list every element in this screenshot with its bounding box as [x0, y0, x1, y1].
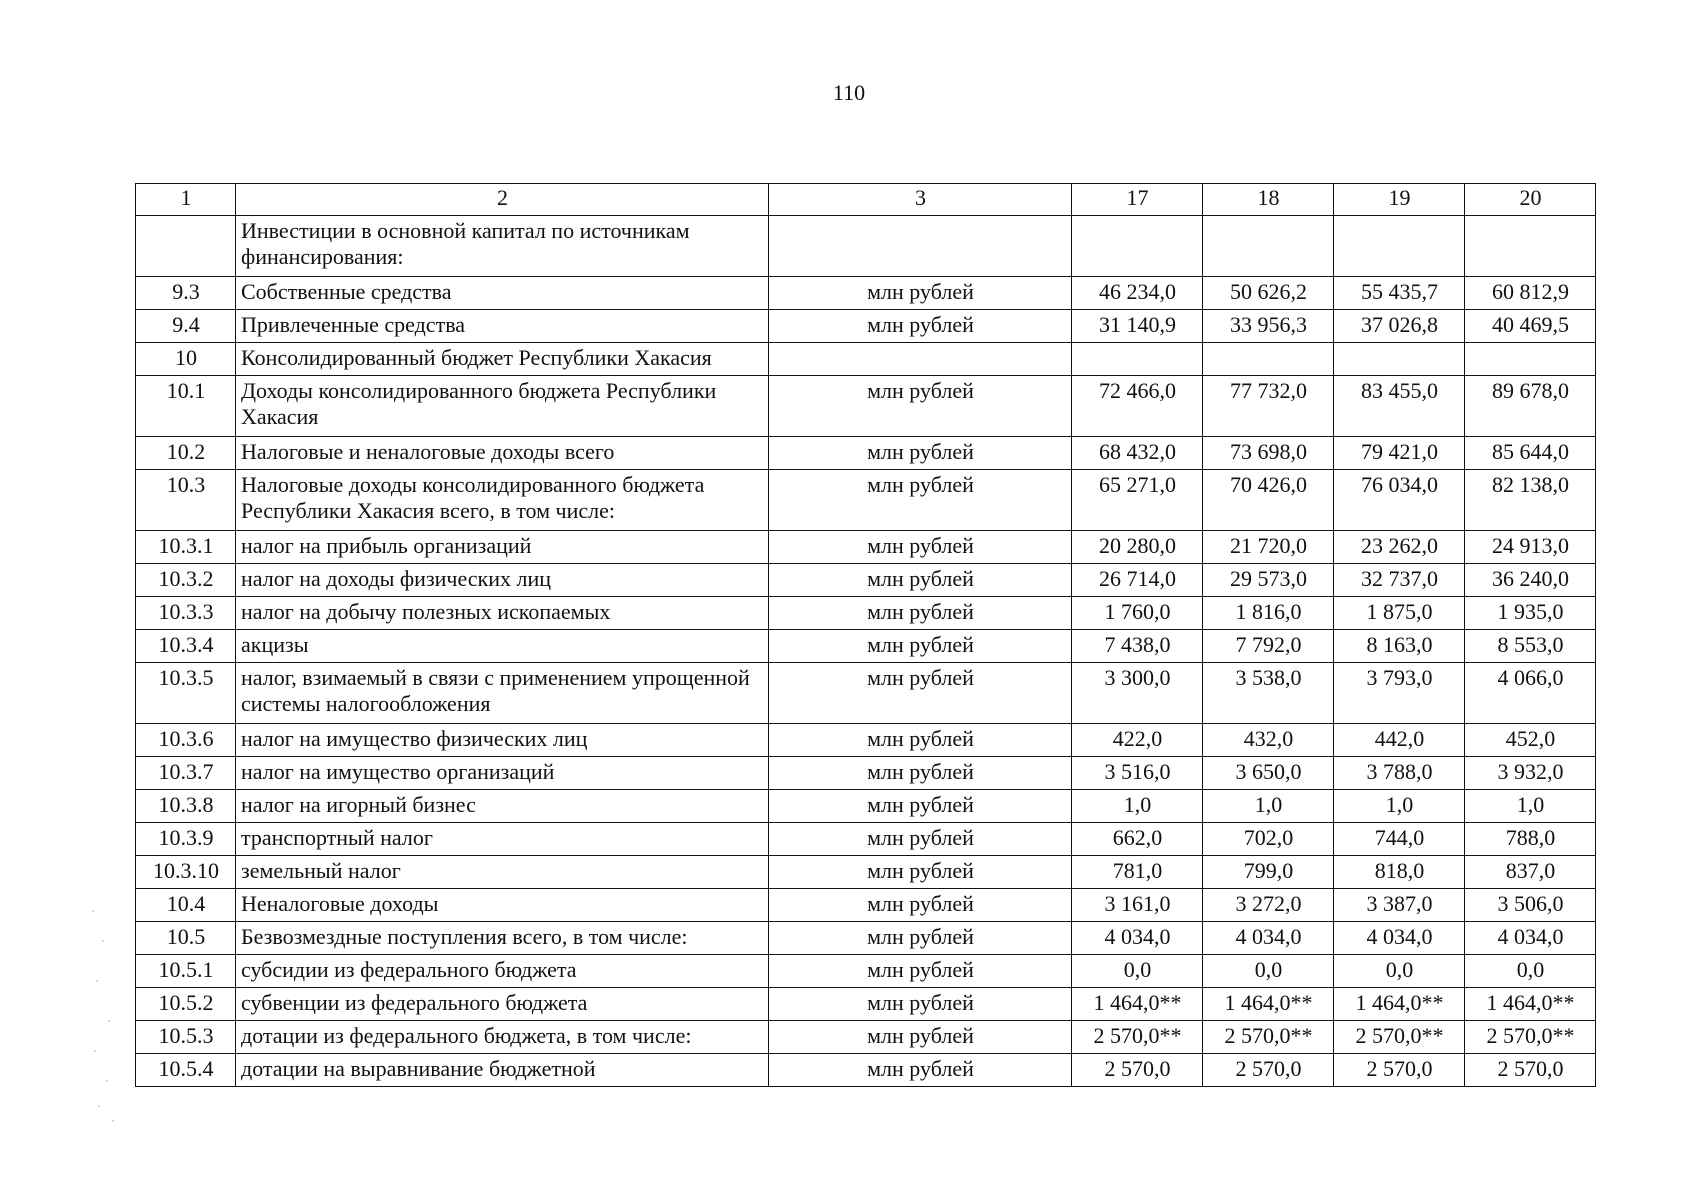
row-unit: млн рублей [769, 988, 1072, 1021]
row-value-col17: 46 234,0 [1072, 277, 1203, 310]
row-number: 10.3.10 [136, 856, 236, 889]
row-value-col18: 21 720,0 [1203, 531, 1334, 564]
row-indicator-name: Привлеченные средства [236, 310, 769, 343]
row-value-col17 [1072, 216, 1203, 277]
row-value-col17: 1,0 [1072, 790, 1203, 823]
row-value-col20: 82 138,0 [1465, 470, 1596, 531]
row-value-col18: 33 956,3 [1203, 310, 1334, 343]
row-unit: млн рублей [769, 823, 1072, 856]
row-value-col18: 3 650,0 [1203, 757, 1334, 790]
row-indicator-name: транспортный налог [236, 823, 769, 856]
table-row [136, 630, 1596, 663]
row-value-col19: 1 464,0** [1334, 988, 1465, 1021]
row-value-col19 [1334, 216, 1465, 277]
row-number: 10 [136, 343, 236, 376]
row-number: 10.3.8 [136, 790, 236, 823]
row-value-col20: 85 644,0 [1465, 437, 1596, 470]
row-value-col19: 76 034,0 [1334, 470, 1465, 531]
row-value-col17: 422,0 [1072, 724, 1203, 757]
row-value-col17: 65 271,0 [1072, 470, 1203, 531]
table-row [136, 823, 1596, 856]
row-value-col20: 1,0 [1465, 790, 1596, 823]
row-number: 10.3.5 [136, 663, 236, 724]
row-value-col17: 26 714,0 [1072, 564, 1203, 597]
column-header: 17 [1072, 184, 1203, 216]
row-value-col19: 744,0 [1334, 823, 1465, 856]
row-unit: млн рублей [769, 531, 1072, 564]
table-row [136, 277, 1596, 310]
row-value-col18: 0,0 [1203, 955, 1334, 988]
row-number: 10.3.2 [136, 564, 236, 597]
row-value-col20: 36 240,0 [1465, 564, 1596, 597]
row-value-col18: 1,0 [1203, 790, 1334, 823]
row-value-col18: 799,0 [1203, 856, 1334, 889]
row-value-col18: 7 792,0 [1203, 630, 1334, 663]
row-unit: млн рублей [769, 663, 1072, 724]
row-unit: млн рублей [769, 597, 1072, 630]
row-number: 10.3.6 [136, 724, 236, 757]
row-value-col17: 3 161,0 [1072, 889, 1203, 922]
table-header-row [136, 184, 1596, 216]
row-indicator-name: дотации из федерального бюджета, в том числе: [236, 1021, 769, 1054]
row-value-col17: 2 570,0** [1072, 1021, 1203, 1054]
row-unit: млн рублей [769, 630, 1072, 663]
row-number: 10.2 [136, 437, 236, 470]
row-indicator-name: Инвестиции в основной капитал по источникам финансирования: [236, 216, 769, 277]
row-value-col20: 452,0 [1465, 724, 1596, 757]
row-value-col19: 818,0 [1334, 856, 1465, 889]
row-value-col18: 2 570,0** [1203, 1021, 1334, 1054]
row-value-col19: 4 034,0 [1334, 922, 1465, 955]
column-header: 1 [136, 184, 236, 216]
table-row [136, 470, 1596, 531]
column-header: 2 [236, 184, 769, 216]
row-value-col20: 3 932,0 [1465, 757, 1596, 790]
row-number: 10.3 [136, 470, 236, 531]
row-value-col17: 20 280,0 [1072, 531, 1203, 564]
table-row [136, 988, 1596, 1021]
row-value-col17: 7 438,0 [1072, 630, 1203, 663]
row-indicator-name: земельный налог [236, 856, 769, 889]
row-indicator-name: Собственные средства [236, 277, 769, 310]
row-value-col19: 79 421,0 [1334, 437, 1465, 470]
row-value-col20: 24 913,0 [1465, 531, 1596, 564]
row-value-col18: 1 464,0** [1203, 988, 1334, 1021]
row-value-col18: 2 570,0 [1203, 1054, 1334, 1087]
row-unit: млн рублей [769, 310, 1072, 343]
row-number: 10.4 [136, 889, 236, 922]
row-unit: млн рублей [769, 724, 1072, 757]
row-indicator-name: налог на игорный бизнес [236, 790, 769, 823]
table-row [136, 216, 1596, 277]
row-value-col18: 50 626,2 [1203, 277, 1334, 310]
row-indicator-name: налог, взимаемый в связи с применением упрощенной системы налогообложения [236, 663, 769, 724]
table-row [136, 922, 1596, 955]
row-value-col20: 1 464,0** [1465, 988, 1596, 1021]
table-row [136, 343, 1596, 376]
row-value-col18: 702,0 [1203, 823, 1334, 856]
indicators-table [135, 183, 1596, 1087]
row-unit: млн рублей [769, 470, 1072, 531]
row-unit: млн рублей [769, 856, 1072, 889]
column-header: 18 [1203, 184, 1334, 216]
row-value-col19: 37 026,8 [1334, 310, 1465, 343]
row-value-col20 [1465, 216, 1596, 277]
table-row [136, 889, 1596, 922]
table-row [136, 663, 1596, 724]
row-value-col19 [1334, 343, 1465, 376]
row-value-col19: 2 570,0 [1334, 1054, 1465, 1087]
row-value-col19: 55 435,7 [1334, 277, 1465, 310]
row-number: 10.5.2 [136, 988, 236, 1021]
table-row [136, 597, 1596, 630]
table-row [136, 724, 1596, 757]
indicators-table-container [135, 183, 1595, 1087]
row-unit: млн рублей [769, 1021, 1072, 1054]
row-value-col19: 2 570,0** [1334, 1021, 1465, 1054]
row-value-col17: 662,0 [1072, 823, 1203, 856]
row-value-col20: 2 570,0 [1465, 1054, 1596, 1087]
row-number [136, 216, 236, 277]
row-unit: млн рублей [769, 757, 1072, 790]
row-number: 10.3.4 [136, 630, 236, 663]
row-value-col20: 788,0 [1465, 823, 1596, 856]
row-value-col17: 2 570,0 [1072, 1054, 1203, 1087]
row-value-col19: 32 737,0 [1334, 564, 1465, 597]
row-indicator-name: Консолидированный бюджет Республики Хакасия [236, 343, 769, 376]
row-value-col19: 3 387,0 [1334, 889, 1465, 922]
row-value-col19: 3 788,0 [1334, 757, 1465, 790]
row-value-col19: 1,0 [1334, 790, 1465, 823]
row-unit: млн рублей [769, 564, 1072, 597]
row-indicator-name: акцизы [236, 630, 769, 663]
row-value-col20 [1465, 343, 1596, 376]
row-value-col17: 3 300,0 [1072, 663, 1203, 724]
row-value-col20: 60 812,9 [1465, 277, 1596, 310]
column-header: 19 [1334, 184, 1465, 216]
row-value-col19: 3 793,0 [1334, 663, 1465, 724]
row-value-col19: 83 455,0 [1334, 376, 1465, 437]
row-value-col18: 70 426,0 [1203, 470, 1334, 531]
row-value-col20: 40 469,5 [1465, 310, 1596, 343]
row-value-col17: 3 516,0 [1072, 757, 1203, 790]
row-value-col18: 73 698,0 [1203, 437, 1334, 470]
table-row [136, 757, 1596, 790]
row-value-col20: 4 034,0 [1465, 922, 1596, 955]
row-number: 9.3 [136, 277, 236, 310]
row-value-col20: 2 570,0** [1465, 1021, 1596, 1054]
row-number: 10.5 [136, 922, 236, 955]
row-value-col20: 4 066,0 [1465, 663, 1596, 724]
row-unit: млн рублей [769, 790, 1072, 823]
row-value-col20: 837,0 [1465, 856, 1596, 889]
scan-artifact [88, 900, 128, 1130]
row-value-col17: 1 760,0 [1072, 597, 1203, 630]
table-row [136, 856, 1596, 889]
row-unit: млн рублей [769, 889, 1072, 922]
row-value-col17: 4 034,0 [1072, 922, 1203, 955]
row-value-col17 [1072, 343, 1203, 376]
table-row [136, 564, 1596, 597]
row-value-col20: 0,0 [1465, 955, 1596, 988]
row-value-col20: 1 935,0 [1465, 597, 1596, 630]
column-header: 3 [769, 184, 1072, 216]
row-value-col19: 0,0 [1334, 955, 1465, 988]
row-unit: млн рублей [769, 1054, 1072, 1087]
row-number: 10.3.1 [136, 531, 236, 564]
page-number: 110 [832, 80, 866, 105]
row-number: 10.3.9 [136, 823, 236, 856]
row-unit: млн рублей [769, 376, 1072, 437]
row-indicator-name: Налоговые и неналоговые доходы всего [236, 437, 769, 470]
row-indicator-name: субвенции из федерального бюджета [236, 988, 769, 1021]
table-row [136, 955, 1596, 988]
row-unit: млн рублей [769, 437, 1072, 470]
row-value-col18: 3 538,0 [1203, 663, 1334, 724]
row-value-col17: 68 432,0 [1072, 437, 1203, 470]
row-value-col18: 29 573,0 [1203, 564, 1334, 597]
row-indicator-name: налог на доходы физических лиц [236, 564, 769, 597]
row-number: 9.4 [136, 310, 236, 343]
row-value-col20: 3 506,0 [1465, 889, 1596, 922]
table-row [136, 531, 1596, 564]
table-row [136, 1054, 1596, 1087]
row-number: 10.5.4 [136, 1054, 236, 1087]
row-number: 10.3.3 [136, 597, 236, 630]
row-value-col17: 1 464,0** [1072, 988, 1203, 1021]
row-indicator-name: налог на прибыль организаций [236, 531, 769, 564]
row-indicator-name: налог на имущество физических лиц [236, 724, 769, 757]
table-row [136, 376, 1596, 437]
row-value-col17: 0,0 [1072, 955, 1203, 988]
row-value-col18 [1203, 216, 1334, 277]
row-indicator-name: Неналоговые доходы [236, 889, 769, 922]
row-number: 10.1 [136, 376, 236, 437]
table-row [136, 790, 1596, 823]
row-unit: млн рублей [769, 955, 1072, 988]
row-value-col19: 23 262,0 [1334, 531, 1465, 564]
row-indicator-name: Безвозмездные поступления всего, в том числе: [236, 922, 769, 955]
row-unit [769, 343, 1072, 376]
row-value-col19: 442,0 [1334, 724, 1465, 757]
row-value-col18: 432,0 [1203, 724, 1334, 757]
row-number: 10.3.7 [136, 757, 236, 790]
row-value-col17: 31 140,9 [1072, 310, 1203, 343]
row-number: 10.5.1 [136, 955, 236, 988]
row-value-col17: 781,0 [1072, 856, 1203, 889]
row-value-col19: 1 875,0 [1334, 597, 1465, 630]
row-value-col18: 1 816,0 [1203, 597, 1334, 630]
row-unit: млн рублей [769, 922, 1072, 955]
row-value-col18: 77 732,0 [1203, 376, 1334, 437]
column-header: 20 [1465, 184, 1596, 216]
row-indicator-name: налог на добычу полезных ископаемых [236, 597, 769, 630]
row-value-col20: 8 553,0 [1465, 630, 1596, 663]
row-indicator-name: Доходы консолидированного бюджета Республики Хакасия [236, 376, 769, 437]
row-unit [769, 216, 1072, 277]
row-indicator-name: дотации на выравнивание бюджетной [236, 1054, 769, 1087]
row-value-col17: 72 466,0 [1072, 376, 1203, 437]
row-value-col18: 4 034,0 [1203, 922, 1334, 955]
row-indicator-name: налог на имущество организаций [236, 757, 769, 790]
table-body [136, 216, 1596, 1087]
row-value-col19: 8 163,0 [1334, 630, 1465, 663]
row-number: 10.5.3 [136, 1021, 236, 1054]
row-unit: млн рублей [769, 277, 1072, 310]
row-indicator-name: Налоговые доходы консолидированного бюджета Республики Хакасия всего, в том числе: [236, 470, 769, 531]
table-row [136, 310, 1596, 343]
table-row [136, 437, 1596, 470]
row-indicator-name: субсидии из федерального бюджета [236, 955, 769, 988]
row-value-col18: 3 272,0 [1203, 889, 1334, 922]
row-value-col20: 89 678,0 [1465, 376, 1596, 437]
row-value-col18 [1203, 343, 1334, 376]
table-row [136, 1021, 1596, 1054]
